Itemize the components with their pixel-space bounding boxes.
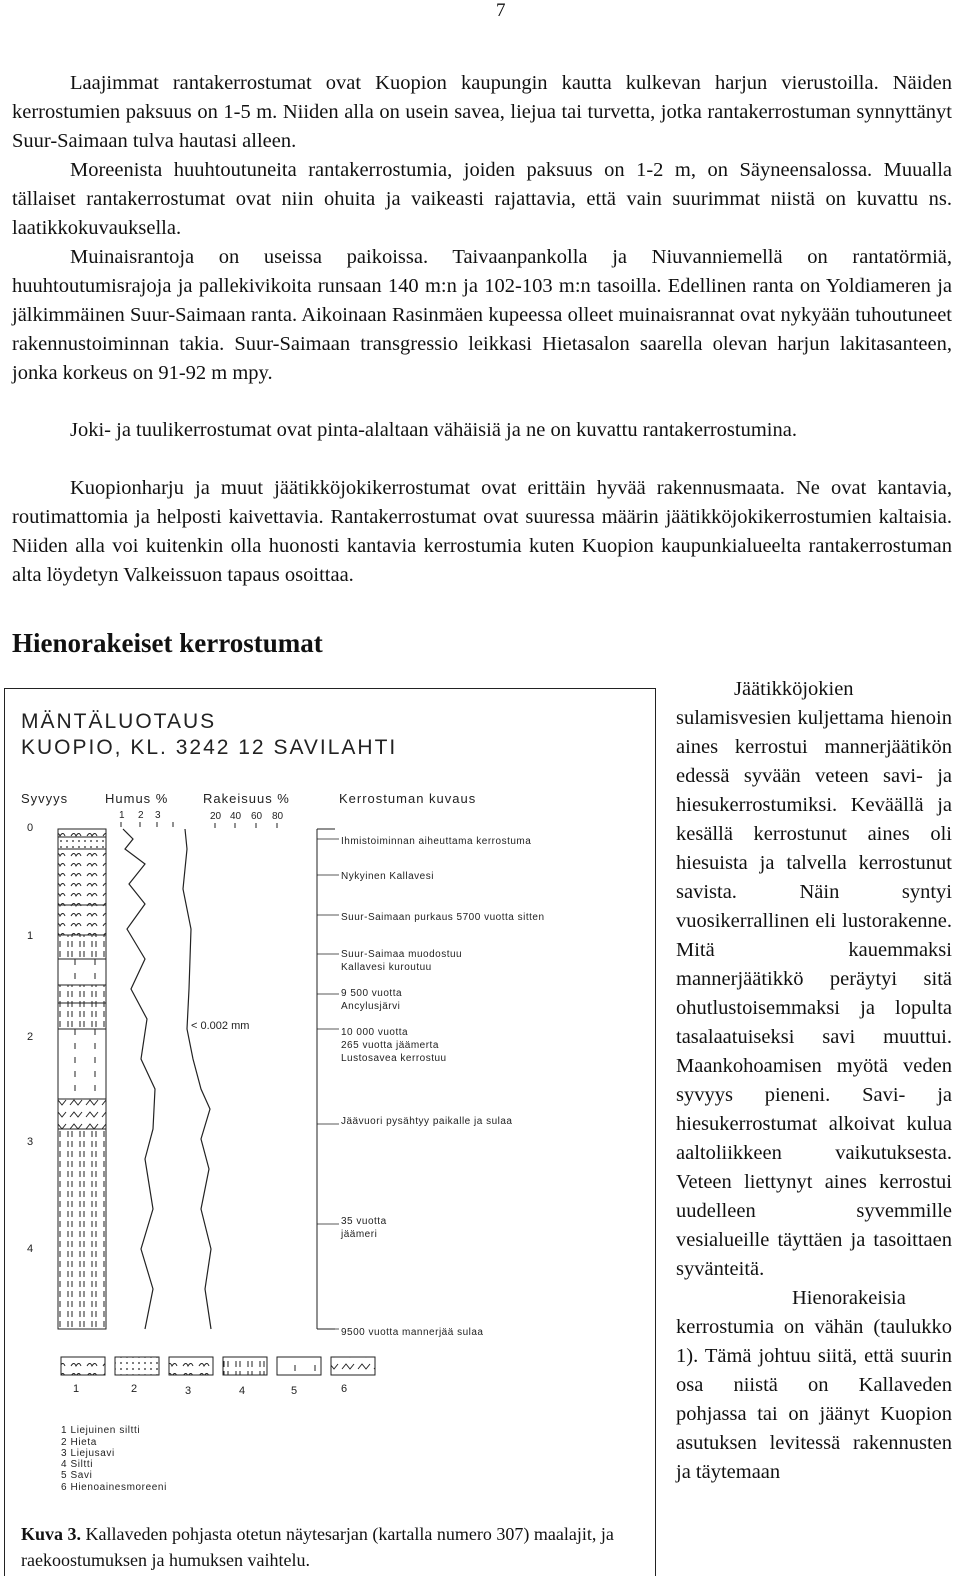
description-item: 9 500 vuotta	[341, 988, 403, 999]
paragraph-shore-deposits	[12, 69, 952, 156]
side-paragraph: Jäätikköjokien sulamisvesien kuljettama hienoin aines kerrostui mannerjäätikön edessä syvään veteen savi- ja hiesukerrostumiksi. Keväällä ja kesällä kerrostunut aines oli hiesuista ja talvella kerrostunut savista. Näin syntyi vuosikerrallinen eli lustorakenne. Mitä kauemmaksi mannerjäätikkö peräytyi sitä ohutlustoisemmaksi ja lopulta tasalaatuiseksi savi muuttui. Maankohoamisen myötä veden syvyys pieneni. Savi- ja hiesukerrostumat alkoivat kulua aaltoliikkeen vaikutuksesta. Veteen liettynyt aines kerrostui uudelleen syvemmille vesialueille täyttäen ja tasoittaen syvänteitä.	[676, 678, 952, 1280]
humus-tick: 3	[155, 810, 161, 821]
figure-sounding-log	[4, 688, 656, 1576]
legend-item: 1 Liejuinen siltti	[61, 1425, 141, 1436]
grain-size-curve	[183, 829, 211, 1329]
section-heading: Hienorakeiset kerrostumat	[12, 628, 323, 658]
depth-tick-1: 1	[27, 930, 34, 942]
caption-label: Kuva 3.	[21, 1524, 82, 1544]
legend-swatch-liejusavi	[169, 1357, 213, 1375]
description-bracket	[317, 829, 335, 1329]
depth-tick-2: 2	[27, 1031, 34, 1043]
paragraph-ancient-shores	[12, 243, 952, 388]
description-item: Kallavesi kuroutuu	[341, 962, 432, 973]
legend-number: 1	[73, 1383, 80, 1395]
legend-item: 4 Siltti	[61, 1459, 94, 1470]
legend-list	[61, 1425, 167, 1493]
grain-tick: 20	[210, 811, 222, 822]
depth-tick-4: 4	[27, 1243, 34, 1255]
legend-number: 6	[341, 1383, 348, 1395]
description-item: Jäävuori pysähtyy paikalle ja sulaa	[341, 1116, 513, 1127]
caption-text: Kallaveden pohjasta otetun näytesarjan (kartalla numero 307) maalajit, ja raekoostumuksen ja humuksen vaihtelu.	[21, 1524, 614, 1570]
legend-swatch-hieta	[115, 1357, 159, 1375]
legend-swatch-hienoainesmoreeni	[331, 1357, 375, 1375]
paragraph-text: Laajimmat rantakerrostumat ovat Kuopion kaupungin kautta kulkevan harjun vierustoilla. Näiden kerrostumien paksuus on 1-5 m. Niiden alla on usein savea, liejua tai turvetta, jotka rantakerrostuman synnyttänyt Suur-Saimaan tulva hautasi alleen.	[12, 72, 952, 152]
description-item: Ancylusjärvi	[341, 1001, 401, 1012]
description-item: Suur-Saimaa muodostuu	[341, 949, 463, 960]
page-number: 7	[496, 0, 506, 21]
col-desc-label: Kerrostuman kuvaus	[339, 791, 477, 806]
legend-number: 5	[291, 1385, 298, 1397]
description-item: Nykyinen Kallavesi	[341, 871, 434, 882]
legend-item: 3 Liejusavi	[61, 1448, 115, 1459]
paragraph-text: Joki- ja tuulikerrostumat ovat pinta-alaltaan vähäisiä ja ne on kuvattu rantakerrostumina.	[70, 419, 797, 441]
legend-number: 4	[239, 1385, 246, 1397]
figure-title-line2: KUOPIO, KL. 3242 12 SAVILAHTI	[21, 736, 398, 759]
paragraph-river-wind	[12, 416, 952, 445]
depth-tick-0: 0	[27, 822, 34, 834]
paragraph-moraine-washed	[12, 156, 952, 243]
description-item: jäämeri	[341, 1229, 378, 1240]
legend-swatches	[61, 1357, 375, 1375]
humus-tick: 1	[119, 810, 125, 821]
legend-swatch-savi	[277, 1357, 321, 1375]
legend-item: 2 Hieta	[61, 1437, 97, 1448]
side-paragraph: Hienorakeisia kerrostumia on vähän (taulukko 1). Tämä johtuu siitä, että suurin osa niistä on Kallaveden pohjassa tai on jäänyt Kuopion asutuksen levitessä rakennusten ja täytemaan	[676, 1287, 952, 1483]
description-item: Lustosavea kerrostuu	[341, 1053, 447, 1064]
grain-tick: 60	[251, 811, 263, 822]
side-column-text	[676, 675, 952, 1487]
grain-tick: 40	[230, 811, 242, 822]
description-item: 10 000 vuotta	[341, 1027, 409, 1038]
grain-tick: 80	[272, 811, 284, 822]
col-grain-label: Rakeisuus %	[203, 791, 290, 806]
humus-curve	[123, 829, 155, 1329]
layer-descriptions	[340, 836, 545, 1338]
col-humus-label: Humus %	[105, 791, 169, 806]
figure-caption	[21, 1521, 641, 1573]
description-item: 265 vuotta jäämerta	[341, 1040, 439, 1051]
legend-number: 2	[131, 1383, 138, 1395]
grain-note: < 0.002 mm	[191, 1020, 250, 1032]
description-item: 35 vuotta	[341, 1216, 387, 1227]
figure-title-line1: MÄNTÄLUOTAUS	[21, 710, 217, 733]
sounding-diagram	[5, 689, 655, 1509]
legend-swatch-siltti	[223, 1357, 267, 1375]
legend-item: 5 Savi	[61, 1470, 93, 1481]
paragraph-text: Kuopionharju ja muut jäätikköjokikerrostumat ovat erittäin hyvää rakennusmaata. Ne ovat kantavia, routimattomia ja helposti kaivettavia. Rantakerrostumat ovat suuressa määrin jäätikköjokikerrostumien kaltaisia. Niiden alla voi kuitenkin olla huonosti kantavia kerrostumia kuten Kuopion kaupunkialueelta rantakerrostuman alta löydetyn Valkeissuon tapaus osoittaa.	[12, 477, 952, 586]
paragraph-building-ground	[12, 474, 952, 590]
description-item: Suur-Saimaan purkaus 5700 vuotta sitten	[341, 912, 545, 923]
depth-tick-3: 3	[27, 1136, 34, 1148]
legend-number: 3	[185, 1385, 192, 1397]
paragraph-text: Moreenista huuhtoutuneita rantakerrostumia, joiden paksuus on 1-2 m, on Säyneensalossa. Muualla tällaiset rantakerrostumat ovat niin ohuita ja vaikeasti rajattavia, että vain suurimmat niistä on kuvattu ns. laatikkokuvauksella.	[12, 159, 952, 239]
lithology-column	[58, 829, 106, 1329]
description-item: 9500 vuotta mannerjää sulaa	[341, 1327, 484, 1338]
legend-item: 6 Hienoainesmoreeni	[61, 1482, 167, 1493]
col-depth-label: Syvyys	[21, 791, 69, 806]
humus-tick: 2	[138, 810, 144, 821]
description-item: Ihmistoiminnan aiheuttama kerrostuma	[341, 836, 532, 847]
paragraph-text: Muinaisrantoja on useissa paikoissa. Taivaanpankolla ja Niuvanniemellä on rantatörmiä, huuhtoutumisrajoja ja pallekivikoita runsaan 140 m:n ja 102-103 m:n tasoilla. Edellinen ranta on Yoldiameren ja jälkimmäinen Suur-Saimaan ranta. Aikoinaan Rasinmäen kupeessa olleet muinaisrannat ovat nykyään tuhoutuneet rakennustoiminnan takia. Suur-Saimaan transgressio leikkasi Hietasalon saarella olevan harjun lakitasanteen, jonka korkeus on 91-92 m mpy.	[12, 246, 952, 384]
legend-swatch-liejuinen-siltti	[61, 1357, 105, 1375]
